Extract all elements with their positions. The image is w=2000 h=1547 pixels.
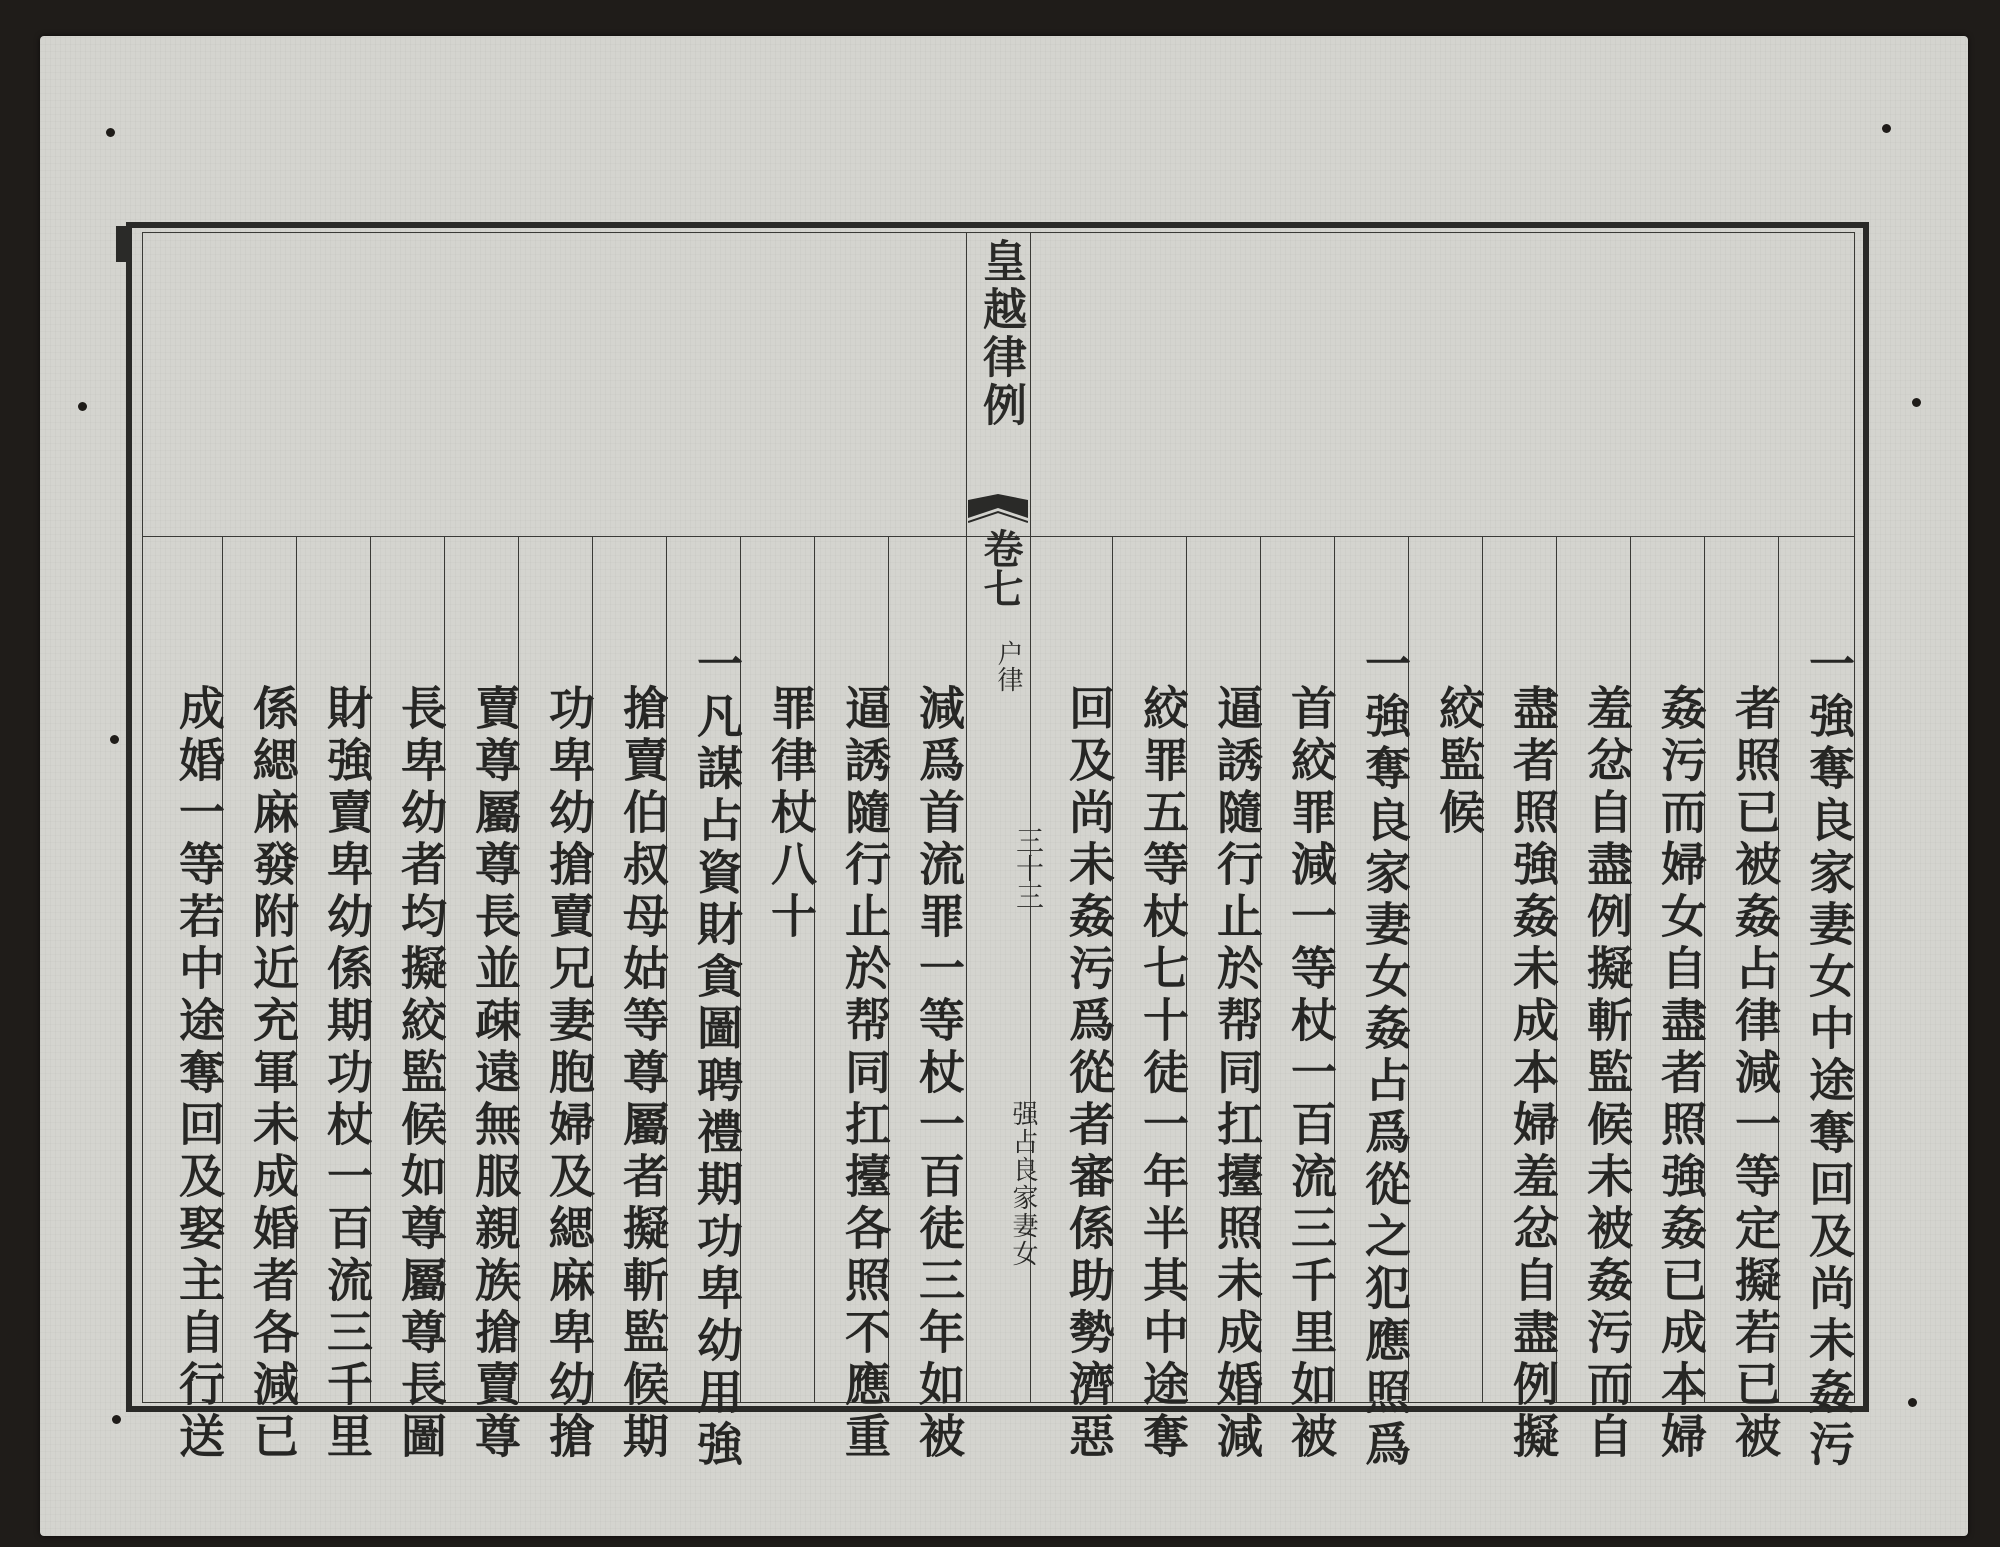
- text-column: 者照已被姦占律減一等定擬若已被: [1728, 684, 1782, 1464]
- topic-label: 强占良家妻女: [1008, 1100, 1038, 1268]
- column-rule: [814, 536, 815, 1403]
- binding-hole: [110, 735, 119, 744]
- column-rule: [1482, 536, 1483, 1403]
- text-column: 長卑幼者均擬絞監候如尊屬尊長圖: [394, 684, 448, 1464]
- text-column: 搶賣伯叔母姑等尊屬者擬斬監候期: [616, 684, 670, 1464]
- text-column: 回及尚未姦污爲從者審係助勢濟惡: [1062, 684, 1116, 1464]
- text-column: 首絞罪減一等杖一百流三千里如被: [1284, 684, 1338, 1464]
- center-fold-line: [966, 232, 967, 1403]
- text-column: 係緦麻發附近充軍未成婚者各減已: [246, 684, 300, 1464]
- binding-hole: [112, 1415, 121, 1424]
- section-label: 户律: [993, 640, 1023, 692]
- book-title: 皇越律例: [975, 238, 1026, 430]
- text-column: 一凡謀占資財貪圖聘禮期功卑幼用強: [690, 640, 744, 1472]
- text-column: 成婚一等若中途奪回及娶主自行送: [172, 684, 226, 1464]
- binding-hole: [1882, 124, 1891, 133]
- text-column: 盡者照強姦未成本婦羞忿自盡例擬: [1506, 684, 1560, 1464]
- text-column: 罪律杖八十: [764, 684, 818, 944]
- text-column: 賣尊屬尊長並疎遠無服親族搶賣尊: [468, 684, 522, 1464]
- text-column: 功卑幼搶賣兄妻胞婦及緦麻卑幼搶: [542, 684, 596, 1464]
- text-column: 絞監候: [1432, 684, 1486, 840]
- text-column: 逼誘隨行止於帮同扛擡各照不應重: [838, 684, 892, 1464]
- volume-label: 卷七: [977, 528, 1024, 608]
- binding-hole: [1912, 398, 1921, 407]
- text-column: 財強賣卑幼係期功杖一百流三千里: [320, 684, 374, 1464]
- text-column: 姦污而婦女自盡者照強姦已成本婦: [1654, 684, 1708, 1464]
- binding-hole: [1908, 1398, 1917, 1407]
- text-column: 減爲首流罪一等杖一百徒三年如被: [912, 684, 966, 1464]
- text-column: 逼誘隨行止於帮同扛擡照未成婚減: [1210, 684, 1264, 1464]
- text-column: 一強奪良家妻女姦占爲從之犯應照爲: [1358, 640, 1412, 1472]
- text-column: 絞罪五等杖七十徒一年半其中途奪: [1136, 684, 1190, 1464]
- page-number: 三十三: [1012, 826, 1045, 910]
- text-column: 羞忿自盡例擬斬監候未被姦污而自: [1580, 684, 1634, 1464]
- text-column: 一強奪良家妻女中途奪回及尚未姦污: [1802, 640, 1856, 1472]
- border-corner-mark: [116, 226, 128, 262]
- binding-hole: [78, 402, 87, 411]
- binding-hole: [106, 128, 115, 137]
